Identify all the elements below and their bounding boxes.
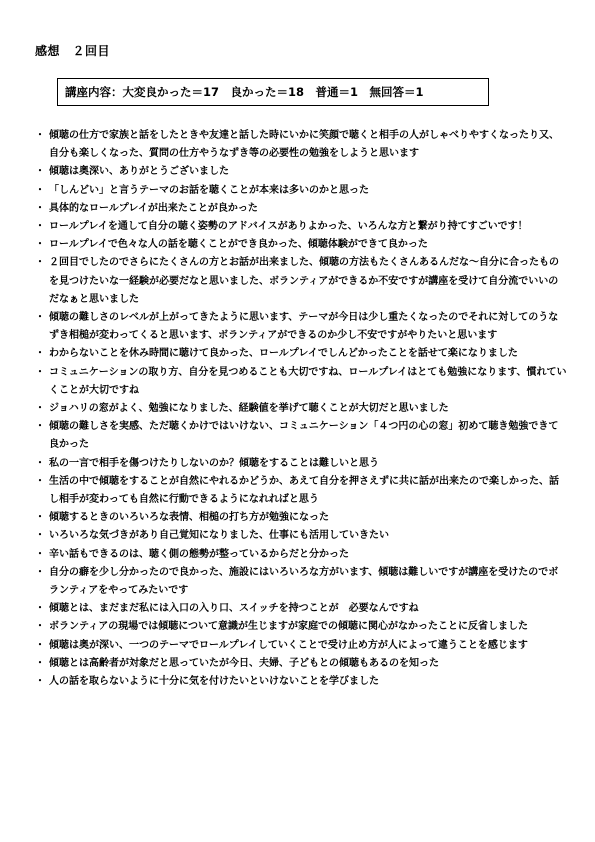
comment-text: ジョハリの窓がよく、勉強になりました、経験値を挙げて聴くことが大切だと思いました [49,403,449,415]
comment-item [33,182,568,200]
bullet-marker: ・ [35,603,45,615]
comment-text: 傾聴とは高齢者が対象だと思っていたが今日、夫婦、子どもとの傾聴もあるのを知った [49,657,439,669]
bullet-marker: ・ [35,457,45,469]
summary-text: 講座内容：大変良かった＝17 良かった＝18 普通＝1 無回答＝1 [65,85,424,99]
comment-text: 傾聴の難しさを実感、ただ聴くかけではいけない、コミュニケーション「４つ円の心の窓」初めて聴き勉強できて良かった [49,421,559,451]
comment-text: 辛い話もできるのは、聴く側の態勢が整っているからだと分かった [49,548,349,560]
bullet-marker: ・ [35,221,45,233]
comment-item [33,637,568,655]
comment-item [33,364,568,400]
comment-text: いろいろな気づきがあり自己覚知になりました、仕事にも活用していきたい [49,530,389,542]
comment-text: 傾聴とは、まだまだ私には入口の入り口、スイッチを持つことが 必要なんですね [49,603,419,615]
bullet-marker: ・ [35,348,45,360]
comment-text: 「しんどい」と言うテーマのお話を聴くことが本来は多いのかと思った [49,184,369,196]
bullet-marker: ・ [35,130,45,141]
comment-text: 生活の中で傾聴をすることが自然にやれるかどうか、あえて自分を押さえずに共に話が出来たので楽しかった、話し相手が変わっても自然に行動できるようになれればと思う [49,475,559,506]
comment-text: 傾聴の仕方で家族と話をしたときや友達と話した時にいかに笑顔で聴くと相手の人がしゃべりやすくなったり又、自分も楽しくなった、質問の仕方やうなずき等の必要性の勉強をしようと思います [49,130,559,160]
comment-text: 人の話を取らないように十分に気を付けたいといけないことを学びました [49,676,379,688]
comment-item [33,509,568,527]
bullet-marker: ・ [35,366,45,378]
bullet-marker: ・ [35,676,45,688]
comment-item [33,163,568,181]
comment-item [33,546,568,564]
bullet-marker: ・ [35,421,45,433]
comment-item [33,527,568,545]
bullet-marker: ・ [35,403,45,415]
comment-text: ロールプレイで色々な人の話を聴くことができ良かった、傾聴体験ができて良かった [49,239,428,251]
comment-item [33,600,568,618]
bullet-marker: ・ [35,475,45,487]
bullet-marker: ・ [35,530,45,542]
bullet-marker: ・ [35,512,45,524]
comment-text: 自分の癖を少し分かったので良かった、施設にはいろいろな方がいます、傾聴は難しいですが講座を受けたのでボランティアをやってみたいです [49,566,559,597]
bullet-marker: ・ [35,202,45,214]
comment-text: 傾聴は奥が深い、一つのテーマでロールプレイしていくことで受け止め方が人によって違うことを感じます [49,639,528,651]
comment-item [33,236,568,254]
summary-box [57,78,489,106]
comment-text: 傾聴するときのいろいろな表情、相槌の打ち方が勉強になった [49,512,329,524]
comment-item [33,455,568,473]
bullet-marker: ・ [35,257,45,269]
comment-list [33,127,568,691]
comment-item [33,418,568,454]
bullet-marker: ・ [35,312,45,324]
bullet-marker: ・ [35,657,45,669]
comment-item [33,127,568,163]
bullet-marker: ・ [35,166,45,178]
comment-item [33,218,568,236]
comment-item [33,200,568,218]
comment-item [33,655,568,673]
bullet-marker: ・ [35,239,45,251]
comment-text: ロールプレイを通して自分の聴く姿勢のアドバイスがありよかった、いろんな方と繋がり持てすごいです！ [49,221,528,233]
comment-item [33,309,568,345]
bullet-marker: ・ [35,548,45,560]
comment-item [33,400,568,418]
comment-text: 具体的なロールプレイが出来たことが良かった [49,202,258,214]
bullet-marker: ・ [35,621,45,633]
comment-item [33,473,568,509]
comment-item [33,564,568,600]
bullet-marker: ・ [35,566,45,578]
comment-text: わからないことを休み時間に聴けて良かった、ロールプレイでしんどかったことを話せて楽になりました [49,348,518,360]
comment-item [33,345,568,363]
comment-item [33,673,568,691]
comment-item [33,254,568,309]
comment-text: コミュニケーションの取り方、自分を見つめることも大切ですね、ロールプレイはとても勉強になります、慣れていくことが大切ですね [49,366,567,396]
page-title: 感想 ２回目 [35,44,111,58]
comment-text: 傾聴の難しさのレベルが上がってきたように思います、テーマが今日は少し重たくなったのでそれに対してのうなずき相槌が変わってくると思います、ボランティアができるのか少し不安ですがやりたいと思います [49,312,559,342]
comment-text: 傾聴は奥深い、ありがとうございました [49,166,229,178]
comment-text: ２回目でしたのでさらにたくさんの方とお話が出来ました、傾聴の方法もたくさんあるんだな～自分に合ったものを見つけたいな一経験が必要だなと思いました、ボランティアができるか不安ですが講座を受けて自分流でいいのだなぁと思いました [49,257,559,305]
bullet-marker: ・ [35,184,45,196]
bullet-marker: ・ [35,639,45,651]
comment-text: ボランティアの現場では傾聴について意識が生じますが家庭での傾聴に関心がなかったことに反省しました [49,621,528,633]
comment-item [33,618,568,636]
comment-text: 私の一言で相手を傷つけたりしないのか？傾聴をすることは難しいと思う [49,457,379,469]
